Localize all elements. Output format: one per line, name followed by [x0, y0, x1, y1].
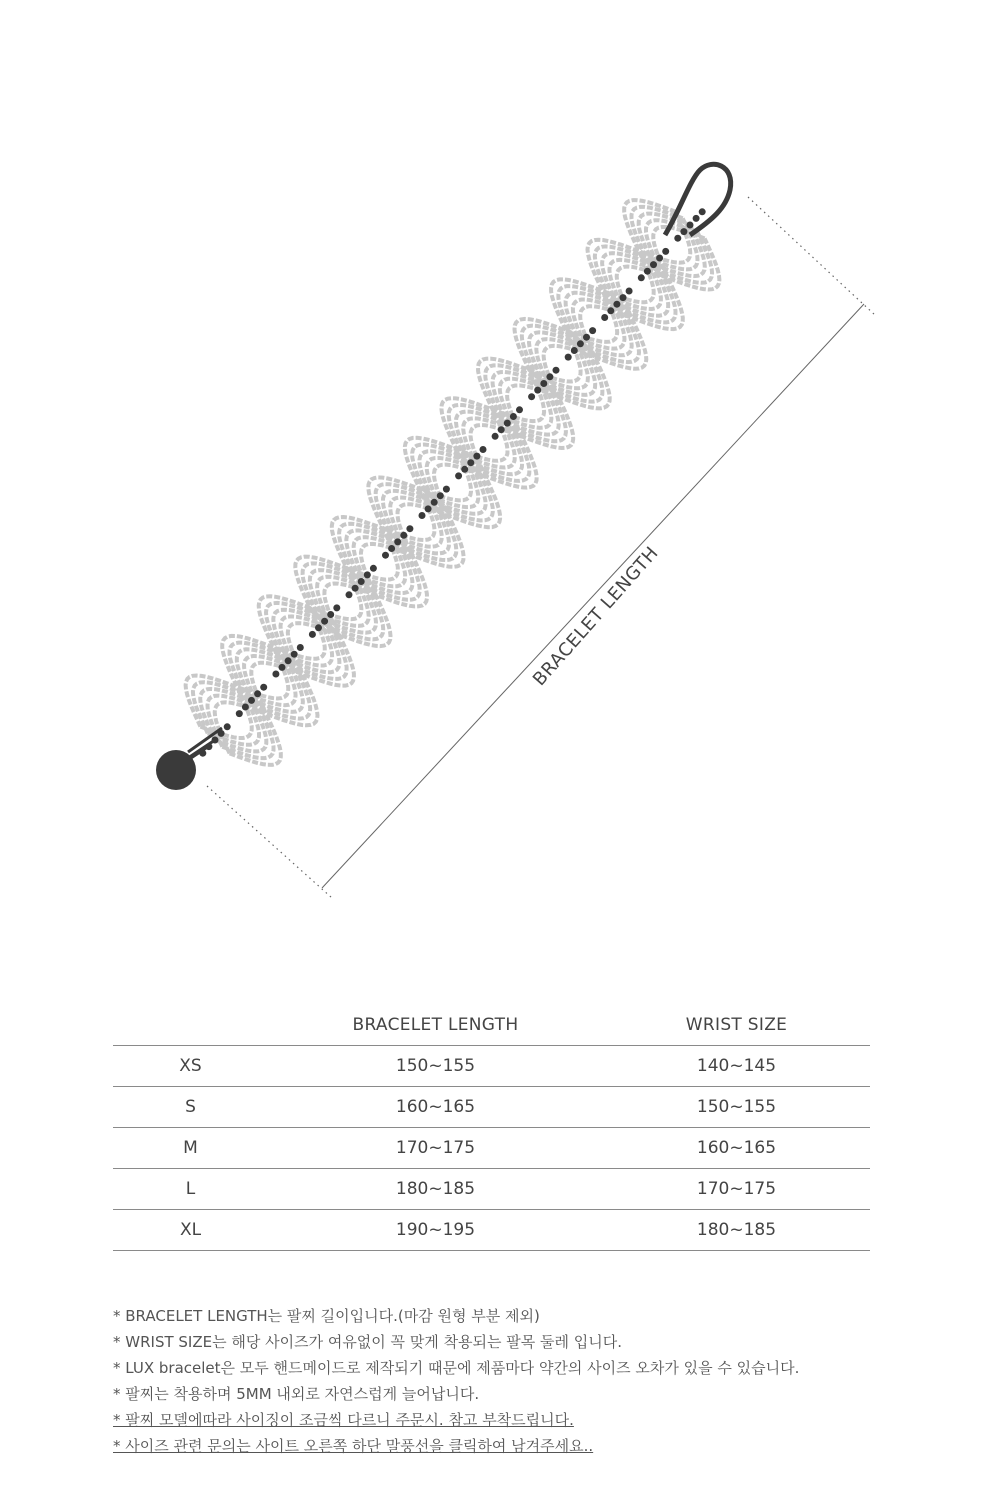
row-bracelet-length: 160~165	[268, 1087, 603, 1128]
cord-knot	[388, 545, 395, 552]
cord-knot	[492, 433, 499, 440]
cord-knot	[443, 486, 450, 493]
row-wrist-size: 180~185	[603, 1210, 870, 1251]
cord-knot	[272, 671, 279, 678]
cord-knot	[358, 578, 365, 585]
cord-knot	[674, 235, 681, 242]
row-bracelet-length: 150~155	[268, 1046, 603, 1087]
cord-knot	[638, 274, 645, 281]
cord-knot	[553, 367, 560, 374]
row-size: XL	[113, 1210, 268, 1251]
cord-knot	[504, 420, 511, 427]
cord-knot	[589, 327, 596, 334]
row-size: L	[113, 1169, 268, 1210]
clasp-knot-button	[156, 750, 196, 790]
cord-knot	[467, 459, 474, 466]
cord-knot	[601, 314, 608, 321]
cord-knot	[516, 406, 523, 413]
note-bracelet-length: * BRACELET LENGTH는 팔찌 길이입니다.(마감 원형 부분 제외)	[113, 1307, 540, 1325]
cord-knot	[461, 466, 468, 473]
cord-knot	[577, 340, 584, 347]
cord-knot	[687, 222, 694, 229]
cord-knot	[644, 268, 651, 275]
cord-knot	[680, 228, 687, 235]
cord-knot	[291, 651, 298, 658]
header-size	[113, 1005, 268, 1046]
cord-knot	[480, 446, 487, 453]
note-wrist-size: * WRIST SIZE는 해당 사이즈가 여유없이 꼭 맞게 착용되는 팔목 둘레 입니다.	[113, 1333, 623, 1351]
row-wrist-size: 150~155	[603, 1087, 870, 1128]
cord-knot	[620, 294, 627, 301]
row-wrist-size: 140~145	[603, 1046, 870, 1087]
cord-knot	[297, 644, 304, 651]
cord-knot	[406, 525, 413, 532]
cord-knot	[534, 387, 541, 394]
table-row	[113, 1210, 870, 1251]
cord-knot	[528, 393, 535, 400]
note-inquiry[interactable]: * 사이즈 관련 문의는 사이트 오른쪽 하단 말풍선을 클릭하여 남겨주세요..	[113, 1437, 594, 1455]
cord-knot	[699, 208, 706, 215]
cord-knot	[242, 704, 249, 711]
cord-knot	[498, 426, 505, 433]
cord-knot	[437, 492, 444, 499]
row-size: M	[113, 1128, 268, 1169]
cord-knot	[546, 373, 553, 380]
length-dotted-bottom	[207, 786, 332, 898]
cord-knot	[382, 552, 389, 559]
table-row	[113, 1169, 870, 1210]
cord-knot	[400, 532, 407, 539]
size-notes	[113, 1303, 973, 1459]
table-row	[113, 1087, 870, 1128]
size-chart-table	[113, 1005, 870, 1251]
cord-knot	[352, 585, 359, 592]
cord-knot	[309, 631, 316, 638]
cord-knot	[260, 684, 267, 691]
header-wrist-size: WRIST SIZE	[685, 1015, 788, 1035]
cord-knot	[279, 664, 286, 671]
cord-knot	[364, 571, 371, 578]
bracelet-image	[156, 164, 731, 790]
table-row	[113, 1128, 870, 1169]
cord-knot	[662, 248, 669, 255]
cord-knot	[236, 710, 243, 717]
row-size: XS	[113, 1046, 268, 1087]
cord-knot	[571, 347, 578, 354]
note-model-sizing[interactable]: * 팔찌 모델에따라 사이징이 조금씩 다르니 주문시. 참고 부착드립니다.	[113, 1411, 574, 1429]
row-bracelet-length: 170~175	[268, 1128, 603, 1169]
cord-knot	[613, 301, 620, 308]
cord-knot	[540, 380, 547, 387]
cord-knot	[419, 512, 426, 519]
cord-knot	[333, 604, 340, 611]
cord-knot	[510, 413, 517, 420]
row-bracelet-length: 190~195	[268, 1210, 603, 1251]
note-stretch: * 팔찌는 착용하며 5MM 내외로 자연스럽게 늘어납니다.	[113, 1385, 480, 1403]
cord-knot	[455, 472, 462, 479]
cord-knot	[425, 505, 432, 512]
table-row	[113, 1046, 870, 1087]
cord-knot	[656, 255, 663, 262]
cord-knot	[346, 591, 353, 598]
cord-knot	[321, 618, 328, 625]
cord-knot	[394, 538, 401, 545]
table-header-row	[113, 1005, 870, 1046]
cord-knot	[370, 565, 377, 572]
cord-knot	[565, 354, 572, 361]
cord-knot	[607, 307, 614, 314]
cord-knot	[650, 261, 657, 268]
cord-knot	[285, 657, 292, 664]
cord-knot	[626, 288, 633, 295]
row-bracelet-length: 180~185	[268, 1169, 603, 1210]
row-size: S	[113, 1087, 268, 1128]
length-dotted-top	[748, 197, 876, 316]
cord-knot	[693, 215, 700, 222]
cord-knot	[224, 723, 231, 730]
cord-knot	[473, 453, 480, 460]
cord-knot	[248, 697, 255, 704]
row-wrist-size: 170~175	[603, 1169, 870, 1210]
cord-knot	[583, 334, 590, 341]
cord-knot	[254, 690, 261, 697]
cord-knot	[327, 611, 334, 618]
bracelet-length-label: BRACELET LENGTH	[528, 542, 663, 691]
header-bracelet-length: BRACELET LENGTH	[352, 1015, 519, 1035]
cord-knot	[431, 499, 438, 506]
cord-knot	[315, 624, 322, 631]
note-handmade: * LUX bracelet은 모두 핸드메이드로 제작되기 때문에 제품마다 약간의 사이즈 오차가 있을 수 있습니다.	[113, 1359, 800, 1377]
row-wrist-size: 160~165	[603, 1128, 870, 1169]
